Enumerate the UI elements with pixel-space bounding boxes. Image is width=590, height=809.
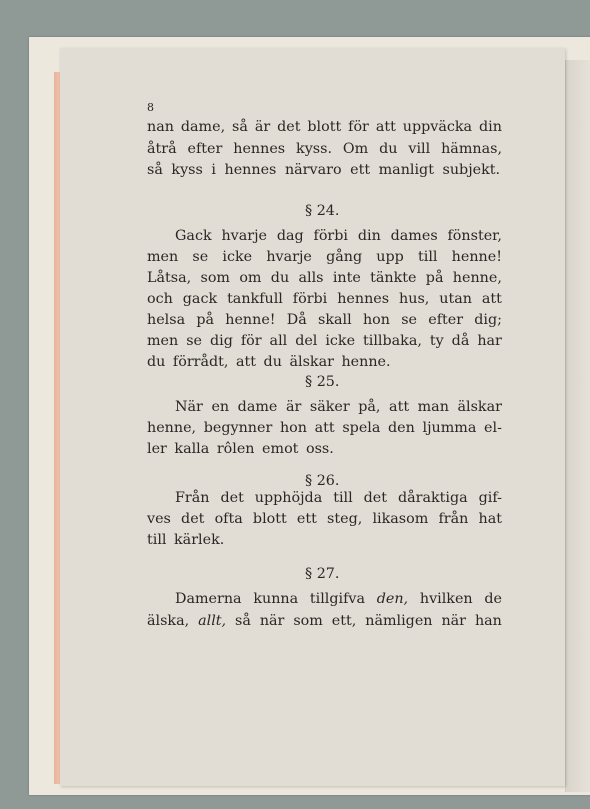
section-heading: § 26. xyxy=(305,473,340,489)
next-page-edge xyxy=(565,60,590,792)
text-line: ves det ofta blott ett steg, likasom från hat xyxy=(147,511,502,527)
section-heading: § 24. xyxy=(305,203,340,219)
text-line: Låtsa, som om du alls inte tänkte på henne, xyxy=(147,270,502,286)
text-line: så kyss i hennes närvaro ett manligt subjekt. xyxy=(147,162,501,178)
section-heading: § 25. xyxy=(305,374,340,390)
text-line: När en dame är säker på, att man älskar xyxy=(175,399,502,415)
text-line: nan dame, så är det blott för att uppväcka din xyxy=(147,119,502,135)
text-line: helsa på henne! Då skall hon se efter dig; xyxy=(147,312,502,328)
text-line: men se dig för all del icke tillbaka, ty då har xyxy=(147,333,502,349)
text-line: älska, allt, så när som ett, nämligen när han xyxy=(147,613,502,629)
text-line: men se icke hvarje gång upp till henne! xyxy=(147,249,502,265)
text-line: henne, begynner hon att spela den ljumma el- xyxy=(147,420,502,436)
text-line: Gack hvarje dag förbi din dames fönster, xyxy=(175,228,502,244)
text-line: till kärlek. xyxy=(147,532,225,548)
text-line: Från det upphöjda till det dåraktiga gif- xyxy=(175,490,502,506)
text-line: åtrå efter hennes kyss. Om du vill hämnas, xyxy=(147,141,502,157)
section-heading: § 27. xyxy=(305,566,340,582)
text-line: ler kalla rôlen emot oss. xyxy=(147,441,334,457)
page-number: 8 xyxy=(147,101,154,114)
text-line: Damerna kunna tillgifva den, hvilken de xyxy=(175,591,502,607)
text-line: och gack tankfull förbi hennes hus, utan att xyxy=(147,291,502,307)
text-line: du förrådt, att du älskar henne. xyxy=(147,354,391,370)
